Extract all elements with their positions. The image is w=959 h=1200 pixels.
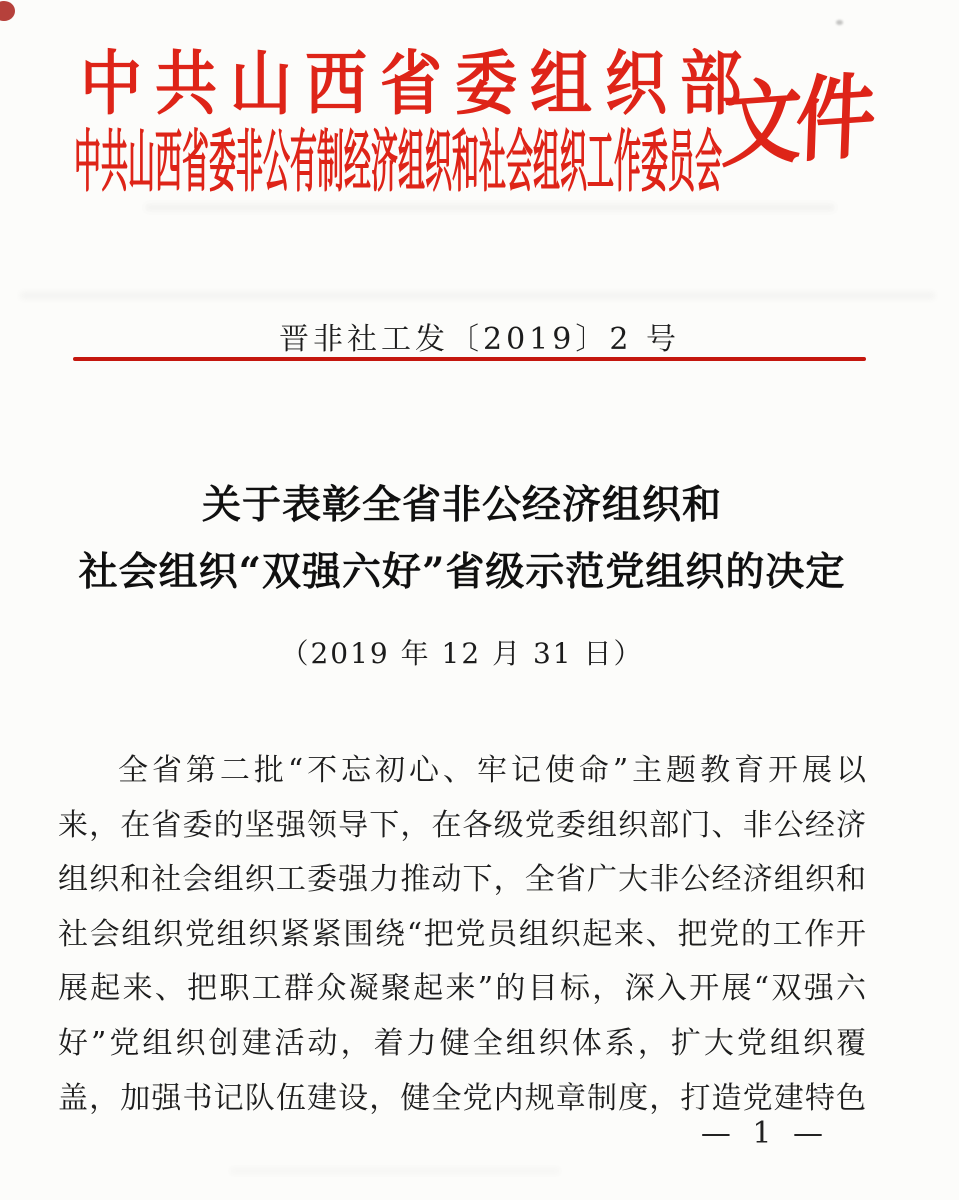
body-line: 盖，加强书记队伍建设，健全党内规章制度，打造党建特色 xyxy=(58,1080,866,1116)
org-name-primary: 中共山西省委组织部 xyxy=(80,42,756,125)
scan-smudge xyxy=(230,1168,560,1174)
body-line: 展起来、把职工群众凝聚起来”的目标，深入开展“双强六 xyxy=(58,971,866,1007)
scan-ink-blob xyxy=(0,1,15,21)
org-name-secondary: 中共山西省委非公有制经济组织和社会组织工作委员会 xyxy=(74,121,722,202)
scan-smudge xyxy=(20,292,935,299)
body-line: 社会组织党组织紧紧围绕“把党员组织起来、把党的工作开 xyxy=(58,916,866,952)
red-divider-rule xyxy=(73,357,866,361)
body-line: 好”党组织创建活动，着力健全组织体系，扩大党组织覆 xyxy=(58,1025,866,1061)
body-paragraph xyxy=(58,744,866,1126)
scan-speck xyxy=(836,20,843,25)
page-number: — 1 — xyxy=(700,1116,829,1151)
body-line: 组织和社会组织工委强力推动下，全省广大非公经济组织和 xyxy=(58,862,866,898)
body-line: 来，在省委的坚强领导下，在各级党委组织部门、非公经济 xyxy=(58,807,866,843)
document-date: （2019 年 12 月 31 日） xyxy=(280,637,644,670)
doc-type-label: 文件 xyxy=(720,61,872,181)
title-line-2: 社会组织“双强六好”省级示范党组织的决定 xyxy=(78,549,846,595)
document-title xyxy=(58,472,866,606)
doc-reference-number: 晋非社工发〔2019〕2 号 xyxy=(279,322,680,357)
title-line-1: 关于表彰全省非公经济组织和 xyxy=(201,482,722,528)
body-line: 全省第二批“不忘初心、牢记使命”主题教育开展以 xyxy=(118,753,866,788)
